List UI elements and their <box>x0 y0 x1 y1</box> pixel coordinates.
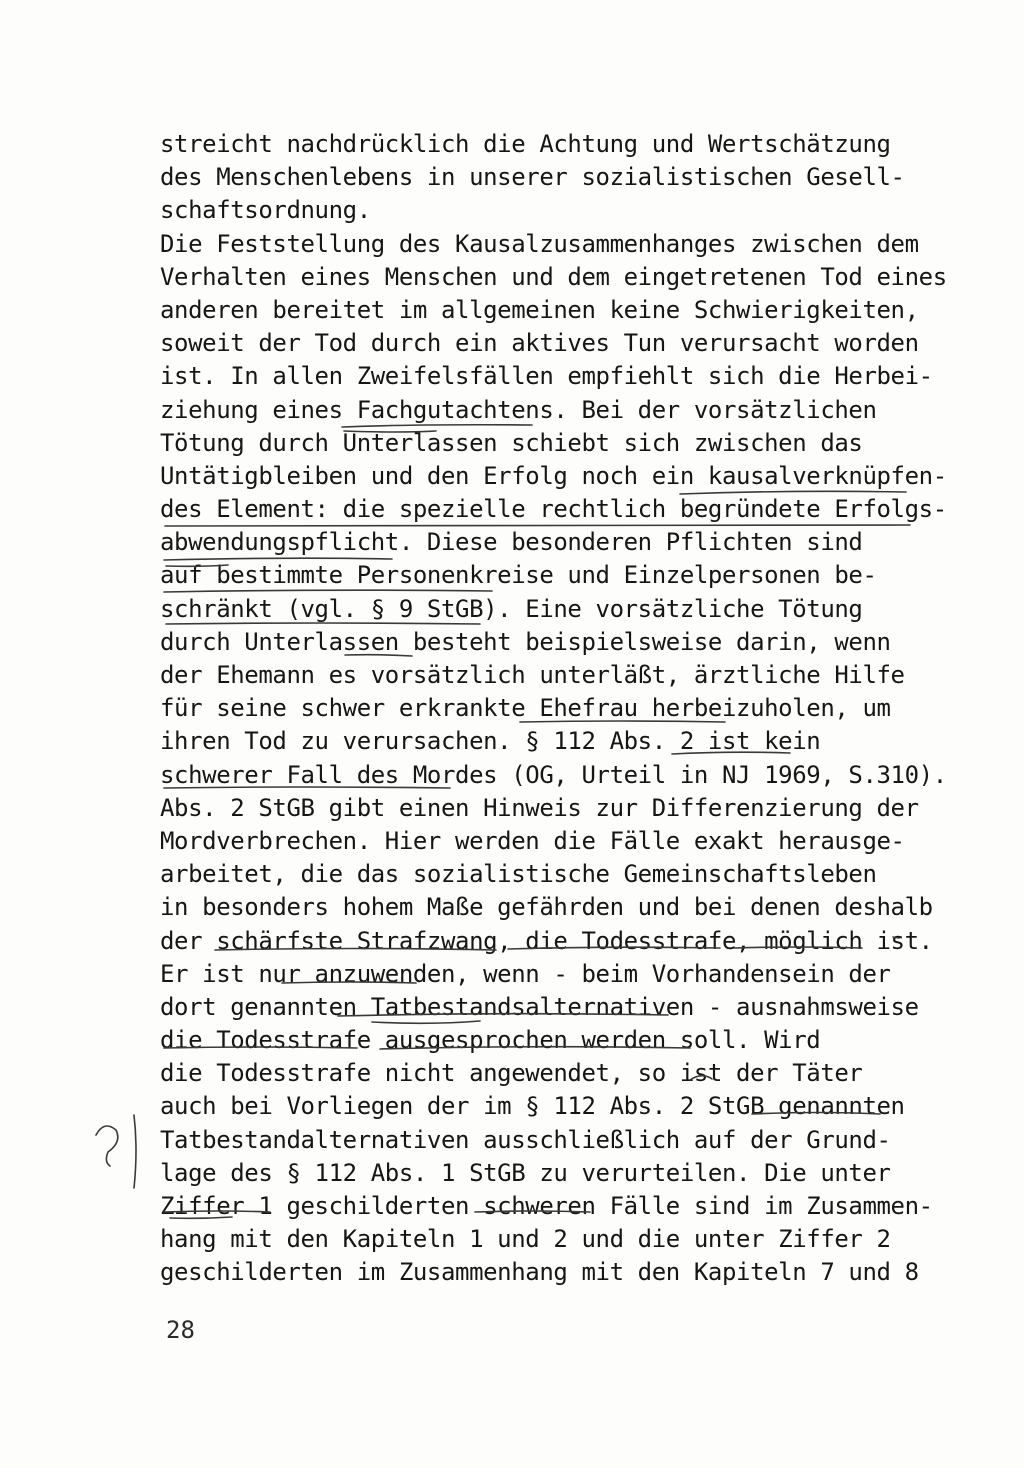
text-line: dort genannten Tatbestandsalternativen - ausnahmsweise <box>160 992 919 1021</box>
text-line: Mordverbrechen. Hier werden die Fälle exakt herausge- <box>160 826 905 855</box>
text-line: des Menschenlebens in unserer sozialistischen Gesell- <box>160 163 905 192</box>
text-line: auf bestimmte Personenkreise und Einzelpersonen be- <box>160 561 877 590</box>
text-line: ist. In allen Zweifelsfällen empfiehlt sich die Herbei- <box>160 362 933 391</box>
text-line: Ziffer 1 geschilderten schweren Fälle sind im Zusammen- <box>160 1192 933 1220</box>
text-line: schränkt (vgl. § 9 StGB). Eine vorsätzliche Tötung <box>160 594 863 623</box>
text-line: schaftsordnung. <box>160 196 371 225</box>
text-line: des Element: die spezielle rechtlich begründete Erfolgs- <box>160 495 947 524</box>
text-line: der schärfste Strafzwang, die Todesstrafe, möglich ist. <box>160 926 933 955</box>
text-line: Er ist nur anzuwenden, wenn - beim Vorhandensein der <box>160 959 891 988</box>
margin-bracket <box>134 1115 136 1188</box>
text-line: der Ehemann es vorsätzlich unterläßt, ärztliche Hilfe <box>160 661 905 689</box>
text-line: soweit der Tod durch ein aktives Tun verursacht worden <box>160 329 919 358</box>
text-line: anderen bereitet im allgemeinen keine Schwierigkeiten, <box>160 295 919 324</box>
page-number: 28 <box>166 1316 195 1344</box>
text-line: abwendungspflicht. Diese besonderen Pflichten sind <box>160 528 863 557</box>
text-line: ihren Tod zu verursachen. § 112 Abs. 2 ist kein <box>160 727 821 756</box>
margin-question-mark <box>96 1126 118 1166</box>
text-line: die Todesstrafe ausgesprochen werden soll. Wird <box>160 1026 821 1055</box>
text-line: in besonders hohem Maße gefährden und bei denen deshalb <box>160 893 933 922</box>
text-line: lage des § 112 Abs. 1 StGB zu verurteilen. Die unter <box>160 1158 891 1187</box>
text-line: Verhalten eines Menschen und dem eingetretenen Tod eines <box>160 262 947 291</box>
text-line: arbeitet, die das sozialistische Gemeinschaftsleben <box>160 860 877 889</box>
text-line: geschilderten im Zusammenhang mit den Kapiteln 7 und 8 <box>160 1258 919 1287</box>
text-line: Die Feststellung des Kausalzusammenhanges zwischen dem <box>160 229 919 258</box>
text-line: streicht nachdrücklich die Achtung und Wertschätzung <box>160 130 891 158</box>
text-line: ziehung eines Fachgutachtens. Bei der vorsätzlichen <box>160 395 877 424</box>
body-text <box>160 128 947 1290</box>
text-line: die Todesstrafe nicht angewendet, so ist der Täter <box>160 1059 863 1088</box>
text-line: für seine schwer erkrankte Ehefrau herbeizuholen, um <box>160 694 891 723</box>
text-line: Tötung durch Unterlassen schiebt sich zwischen das <box>160 428 863 457</box>
text-line: durch Unterlassen besteht beispielsweise darin, wenn <box>160 627 891 656</box>
text-line: Tatbestandalternativen ausschließlich auf der Grund- <box>160 1125 891 1154</box>
text-line: hang mit den Kapiteln 1 und 2 und die unter Ziffer 2 <box>160 1225 891 1254</box>
text-line: schwerer Fall des Mordes (OG, Urteil in NJ 1969, S.310). <box>160 760 947 789</box>
text-line: Untätigbleiben und den Erfolg noch ein kausalverknüpfen- <box>160 461 947 490</box>
text-line: auch bei Vorliegen der im § 112 Abs. 2 StGB genannten <box>160 1092 905 1121</box>
text-line: Abs. 2 StGB gibt einen Hinweis zur Differenzierung der <box>160 793 919 822</box>
